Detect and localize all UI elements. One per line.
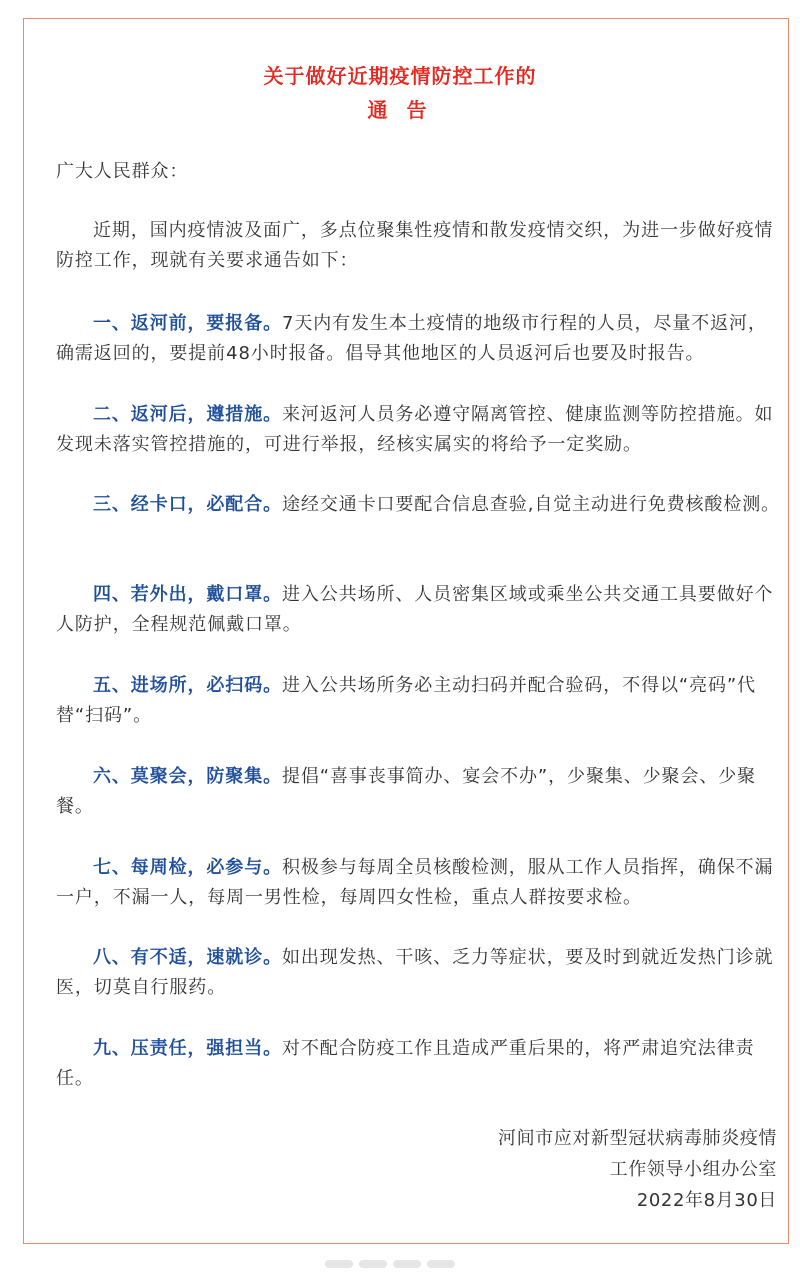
list-item	[56, 309, 782, 369]
intro-paragraph: 近期，国内疫情波及面广，多点位聚集性疫情和散发疫情交织，为进一步做好疫情防控工作，现就有关要求通告如下：	[56, 220, 774, 271]
item-body: 进入公共场所、人员密集区域或乘坐公共交通工具要做好个人防护，全程规范佩戴口罩。	[56, 584, 774, 635]
salutation: 广大人民群众：	[56, 161, 189, 182]
notice-title-line1: 关于做好近期疫情防控工作的	[263, 64, 537, 88]
list-item	[56, 580, 782, 640]
page-dot	[325, 1260, 353, 1268]
item-body: 如出现发热、干咳、乏力等症状，要及时到就近发热门诊就医，切莫自行服药。	[56, 947, 774, 998]
item-heading: 四、若外出，戴口罩。	[93, 584, 282, 605]
page-dot	[427, 1260, 455, 1268]
list-item	[56, 400, 782, 460]
item-heading: 五、进场所，必扫码。	[93, 675, 282, 696]
item-body: 进入公共场所务必主动扫码并配合验码，不得以“亮码”代替“扫码”。	[56, 675, 757, 726]
page-dot	[393, 1260, 421, 1268]
item-heading: 六、莫聚会，防聚集。	[93, 766, 282, 787]
signature-date: 2022年8月30日	[636, 1190, 777, 1211]
list-item	[56, 853, 782, 913]
item-body: 积极参与每周全员核酸检测，服从工作人员指挥，确保不漏一户，不漏一人，每周一男性检，每周四女性检，重点人群按要求检。	[56, 857, 774, 908]
list-item	[56, 671, 782, 731]
item-heading: 八、有不适，速就诊。	[93, 947, 282, 968]
item-body: 7天内有发生本土疫情的地级市行程的人员，尽量不返河，确需返回的，要提前48小时报备。倡导其他地区的人员返河后也要及时报告。	[56, 313, 767, 364]
page-indicator	[325, 1253, 485, 1263]
signature-org-line2: 工作领导小组办公室	[609, 1159, 777, 1180]
item-heading: 七、每周检，必参与。	[93, 857, 282, 878]
signature-org-line1: 河间市应对新型冠状病毒肺炎疫情	[498, 1128, 777, 1149]
item-heading: 二、返河后，遵措施。	[93, 404, 282, 425]
list-item	[56, 490, 782, 520]
item-body: 对不配合防疫工作且造成严重后果的，将严肃追究法律责任。	[56, 1038, 755, 1089]
notice-title-line2: 通 告	[367, 98, 433, 122]
list-item	[56, 943, 782, 1003]
list-item	[56, 1034, 782, 1094]
item-body: 来河返河人员务必遵守隔离管控、健康监测等防控措施。如发现未落实管控措施的，可进行举报，经核实属实的将给予一定奖励。	[56, 404, 774, 455]
item-heading: 三、经卡口，必配合。	[93, 494, 282, 515]
list-item	[56, 762, 782, 822]
item-body: 途经交通卡口要配合信息查验,自觉主动进行免费核酸检测。	[282, 494, 781, 515]
item-body: 提倡“喜事丧事简办、宴会不办”，少聚集、少聚会、少聚餐。	[56, 766, 757, 817]
page-dot	[359, 1260, 387, 1268]
item-heading: 一、返河前，要报备。	[93, 313, 282, 334]
item-heading: 九、压责任，强担当。	[93, 1038, 282, 1059]
